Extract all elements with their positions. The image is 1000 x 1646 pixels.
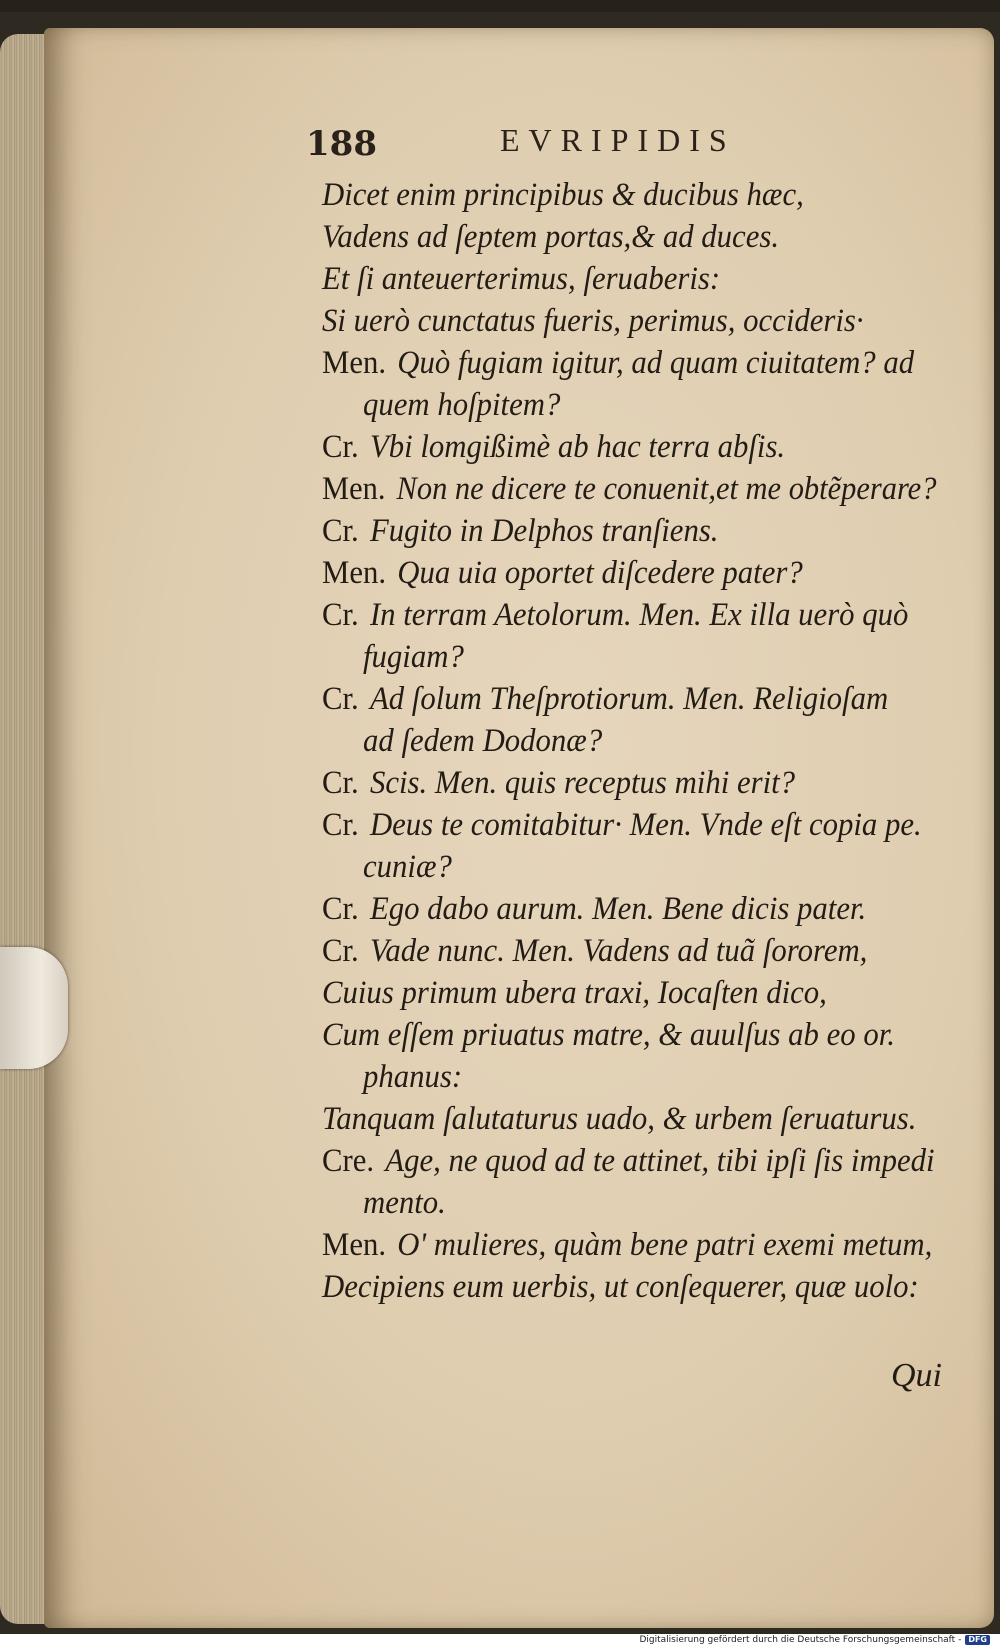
text-line — [322, 1098, 937, 1140]
line-text: Decipiens eum uerbis, ut conſequerer, quæ uolo: — [322, 1269, 919, 1305]
ribbon-bookmark — [0, 947, 68, 1069]
text-line — [322, 552, 937, 594]
speaker-label: Cr. — [322, 681, 359, 717]
dfg-logo-icon: DFG — [965, 1635, 990, 1645]
speaker-label: Men. — [322, 555, 387, 591]
text-line — [322, 426, 937, 468]
text-line — [322, 846, 937, 888]
line-text: Quò fugiam igitur, ad quam ciuitatem? ad — [397, 345, 915, 381]
speaker-label: Men. — [322, 471, 386, 507]
text-line — [322, 678, 937, 720]
line-text: Vade nunc. Men. Vadens ad tuã ſororem, — [369, 933, 868, 969]
text-line — [322, 468, 937, 510]
line-text: ad ſedem Dodonæ? — [363, 723, 603, 759]
speaker-label: Cr. — [322, 597, 359, 633]
speaker-label: Cr. — [322, 513, 359, 549]
page-number: 188 — [306, 124, 377, 164]
line-text: Scis. Men. quis receptus mihi erit? — [369, 765, 796, 801]
speaker-label: Cr. — [322, 765, 359, 801]
line-text: O' mulieres, quàm bene patri exemi metum, — [397, 1227, 933, 1263]
text-line — [322, 1266, 937, 1308]
speaker-label: Cr. — [322, 933, 359, 969]
text-line — [322, 216, 937, 258]
text-line — [322, 1014, 937, 1056]
text-line — [322, 1182, 937, 1224]
text-line — [322, 300, 937, 342]
speaker-label: Men. — [322, 1227, 387, 1263]
text-block — [322, 174, 982, 1308]
speaker-label: Cr. — [322, 891, 359, 927]
line-text: Cuius primum ubera traxi, Iocaſten dico, — [322, 975, 827, 1011]
text-line — [322, 258, 937, 300]
speaker-label: Cr. — [322, 429, 359, 465]
text-line — [322, 1140, 937, 1182]
line-text: phanus: — [363, 1059, 463, 1095]
line-text: Ego dabo aurum. Men. Bene dicis pater. — [369, 891, 867, 927]
text-line — [322, 510, 937, 552]
line-text: Dicet enim principibus & ducibus hæc, — [322, 177, 804, 213]
catchword: Qui — [891, 1357, 942, 1394]
text-line — [322, 636, 937, 678]
text-line — [322, 888, 937, 930]
line-text: Fugito in Delphos tranſiens. — [369, 513, 719, 549]
speaker-label: Men. — [322, 345, 387, 381]
speaker-label: Cre. — [322, 1143, 375, 1179]
line-text: fugiam? — [363, 639, 464, 675]
line-text: Vadens ad ſeptem portas,& ad duces. — [322, 219, 780, 255]
footer — [639, 1634, 990, 1646]
book — [0, 12, 1000, 1634]
line-text: Non ne dicere te conuenit,et me obtẽperare? — [396, 471, 937, 507]
line-text: Deus te comitabitur· Men. Vnde eſt copia pe. — [369, 807, 922, 843]
text-line — [322, 1056, 937, 1098]
line-text: quem hoſpitem? — [363, 387, 561, 423]
text-line — [322, 972, 937, 1014]
text-line — [322, 720, 937, 762]
line-text: Cum eſſem priuatus matre, & auulſus ab eo or. — [322, 1017, 895, 1053]
running-title: EVRIPIDIS — [500, 122, 736, 158]
line-text: Ad ſolum Theſprotiorum. Men. Religioſam — [369, 681, 889, 717]
page-header — [300, 118, 860, 168]
line-text: Et ſi anteuerterimus, ſeruaberis: — [322, 261, 721, 297]
line-text: In terram Aetolorum. Men. Ex illa uerò quò — [369, 597, 909, 633]
text-line — [322, 174, 937, 216]
line-text: Vbi lomgißimè ab hac terra abſis. — [369, 429, 786, 465]
line-text: Age, ne quod ad te attinet, tibi ipſi ſis impedi — [385, 1143, 935, 1179]
line-text: cuniæ? — [363, 849, 452, 885]
line-text: Tanquam ſalutaturus uado, & urbem ſeruaturus. — [322, 1101, 917, 1137]
text-line — [322, 384, 937, 426]
text-line — [322, 342, 937, 384]
footer-text: Digitalisierung gefördert durch die Deutsche Forschungsgemeinschaft - — [639, 1635, 962, 1645]
text-line — [322, 1224, 937, 1266]
line-text: Qua uia oportet diſcedere pater? — [397, 555, 803, 591]
line-text: mento. — [363, 1185, 446, 1221]
text-line — [322, 594, 937, 636]
text-line — [322, 930, 937, 972]
text-line — [322, 762, 937, 804]
text-line — [322, 804, 937, 846]
line-text: Si uerò cunctatus fueris, perimus, occideris· — [322, 303, 864, 339]
speaker-label: Cr. — [322, 807, 359, 843]
